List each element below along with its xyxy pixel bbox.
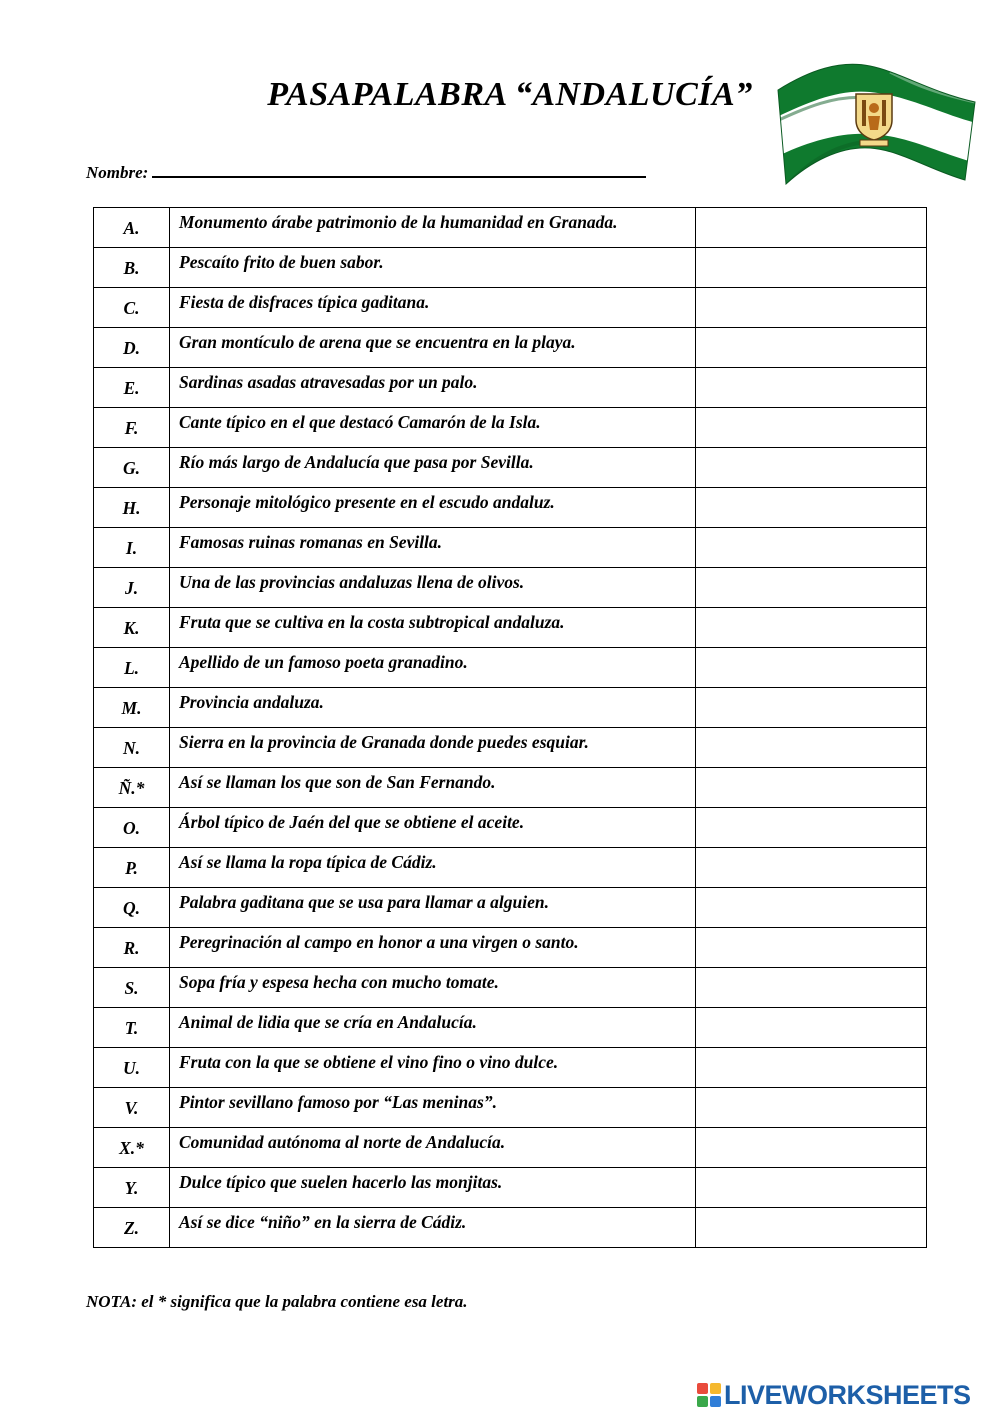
table-row: [94, 1208, 927, 1248]
table-row: [94, 968, 927, 1008]
answer-cell[interactable]: [696, 888, 927, 928]
andalusia-flag-icon: [770, 52, 980, 192]
row-clue: Así se dice “niño” en la sierra de Cádiz.: [170, 1208, 696, 1248]
answer-cell[interactable]: [696, 488, 927, 528]
row-letter: V.: [94, 1088, 170, 1128]
row-clue: Pescaíto frito de buen sabor.: [170, 248, 696, 288]
table-row: [94, 208, 927, 248]
row-clue: Sopa fría y espesa hecha con mucho tomate.: [170, 968, 696, 1008]
table-row: [94, 1128, 927, 1168]
answer-cell[interactable]: [696, 728, 927, 768]
row-letter: T.: [94, 1008, 170, 1048]
answer-cell[interactable]: [696, 1128, 927, 1168]
answer-cell[interactable]: [696, 568, 927, 608]
table-row: [94, 488, 927, 528]
row-letter: I.: [94, 528, 170, 568]
table-row: [94, 1088, 927, 1128]
name-label: Nombre:: [86, 163, 149, 182]
answer-cell[interactable]: [696, 1008, 927, 1048]
row-letter: F.: [94, 408, 170, 448]
row-clue: Árbol típico de Jaén del que se obtiene el aceite.: [170, 808, 696, 848]
table-row: [94, 888, 927, 928]
table-row: [94, 848, 927, 888]
table-row: [94, 728, 927, 768]
row-letter: U.: [94, 1048, 170, 1088]
row-clue: Fruta con la que se obtiene el vino fino o vino dulce.: [170, 1048, 696, 1088]
row-clue: Peregrinación al campo en honor a una virgen o santo.: [170, 928, 696, 968]
row-letter: Z.: [94, 1208, 170, 1248]
row-letter: J.: [94, 568, 170, 608]
row-clue: Fruta que se cultiva en la costa subtropical andaluza.: [170, 608, 696, 648]
table-row: [94, 568, 927, 608]
row-letter: S.: [94, 968, 170, 1008]
answer-cell[interactable]: [696, 408, 927, 448]
answer-cell[interactable]: [696, 248, 927, 288]
row-clue: Monumento árabe patrimonio de la humanidad en Granada.: [170, 208, 696, 248]
row-letter: M.: [94, 688, 170, 728]
liveworksheets-brand: [696, 1378, 971, 1412]
row-letter: P.: [94, 848, 170, 888]
row-letter: K.: [94, 608, 170, 648]
row-clue: Sardinas asadas atravesadas por un palo.: [170, 368, 696, 408]
answer-cell[interactable]: [696, 808, 927, 848]
answer-cell[interactable]: [696, 1208, 927, 1248]
row-clue: Fiesta de disfraces típica gaditana.: [170, 288, 696, 328]
table-row: [94, 768, 927, 808]
table-row: [94, 1048, 927, 1088]
row-clue: Pintor sevillano famoso por “Las meninas”.: [170, 1088, 696, 1128]
name-field: [86, 158, 646, 183]
row-letter: G.: [94, 448, 170, 488]
row-letter: A.: [94, 208, 170, 248]
answer-cell[interactable]: [696, 1088, 927, 1128]
row-clue: Dulce típico que suelen hacerlo las monjitas.: [170, 1168, 696, 1208]
row-clue: Apellido de un famoso poeta granadino.: [170, 648, 696, 688]
table-row: [94, 608, 927, 648]
table-row: [94, 688, 927, 728]
row-letter: C.: [94, 288, 170, 328]
table-row: [94, 288, 927, 328]
answer-cell[interactable]: [696, 448, 927, 488]
row-clue: Río más largo de Andalucía que pasa por Sevilla.: [170, 448, 696, 488]
answer-cell[interactable]: [696, 688, 927, 728]
row-clue: Provincia andaluza.: [170, 688, 696, 728]
row-letter: B.: [94, 248, 170, 288]
row-clue: Famosas ruinas romanas en Sevilla.: [170, 528, 696, 568]
row-letter: O.: [94, 808, 170, 848]
table-row: [94, 248, 927, 288]
row-clue: Gran montículo de arena que se encuentra en la playa.: [170, 328, 696, 368]
row-clue: Palabra gaditana que se usa para llamar a alguien.: [170, 888, 696, 928]
row-letter: X.*: [94, 1128, 170, 1168]
row-letter: D.: [94, 328, 170, 368]
row-letter: Ñ.*: [94, 768, 170, 808]
quiz-table: [93, 207, 927, 1248]
name-input-line[interactable]: [152, 158, 646, 178]
answer-cell[interactable]: [696, 768, 927, 808]
liveworksheets-logo-icon: [696, 1382, 722, 1408]
row-clue: Comunidad autónoma al norte de Andalucía.: [170, 1128, 696, 1168]
row-clue: Animal de lidia que se cría en Andalucía.: [170, 1008, 696, 1048]
answer-cell[interactable]: [696, 648, 927, 688]
table-row: [94, 328, 927, 368]
answer-cell[interactable]: [696, 208, 927, 248]
table-row: [94, 648, 927, 688]
row-clue: Sierra en la provincia de Granada donde puedes esquiar.: [170, 728, 696, 768]
table-row: [94, 928, 927, 968]
brand-text: LIVEWORKSHEETS: [724, 1379, 971, 1410]
table-row: [94, 1008, 927, 1048]
answer-cell[interactable]: [696, 368, 927, 408]
table-row: [94, 808, 927, 848]
row-letter: Q.: [94, 888, 170, 928]
row-letter: L.: [94, 648, 170, 688]
answer-cell[interactable]: [696, 848, 927, 888]
answer-cell[interactable]: [696, 528, 927, 568]
table-row: [94, 368, 927, 408]
table-row: [94, 528, 927, 568]
answer-cell[interactable]: [696, 928, 927, 968]
row-clue: Así se llaman los que son de San Fernando.: [170, 768, 696, 808]
row-letter: E.: [94, 368, 170, 408]
row-letter: Y.: [94, 1168, 170, 1208]
answer-cell[interactable]: [696, 608, 927, 648]
row-clue: Así se llama la ropa típica de Cádiz.: [170, 848, 696, 888]
row-clue: Personaje mitológico presente en el escudo andaluz.: [170, 488, 696, 528]
footnote: NOTA: el * significa que la palabra contiene esa letra.: [86, 1292, 468, 1311]
row-clue: Una de las provincias andaluzas llena de olivos.: [170, 568, 696, 608]
answer-cell[interactable]: [696, 328, 927, 368]
answer-cell[interactable]: [696, 968, 927, 1008]
table-row: [94, 1168, 927, 1208]
answer-cell[interactable]: [696, 1048, 927, 1088]
answer-cell[interactable]: [696, 1168, 927, 1208]
table-row: [94, 408, 927, 448]
row-clue: Cante típico en el que destacó Camarón de la Isla.: [170, 408, 696, 448]
row-letter: N.: [94, 728, 170, 768]
row-letter: R.: [94, 928, 170, 968]
row-letter: H.: [94, 488, 170, 528]
page-title: PASAPALABRA “ANDALUCÍA”: [267, 76, 753, 113]
answer-cell[interactable]: [696, 288, 927, 328]
table-row: [94, 448, 927, 488]
